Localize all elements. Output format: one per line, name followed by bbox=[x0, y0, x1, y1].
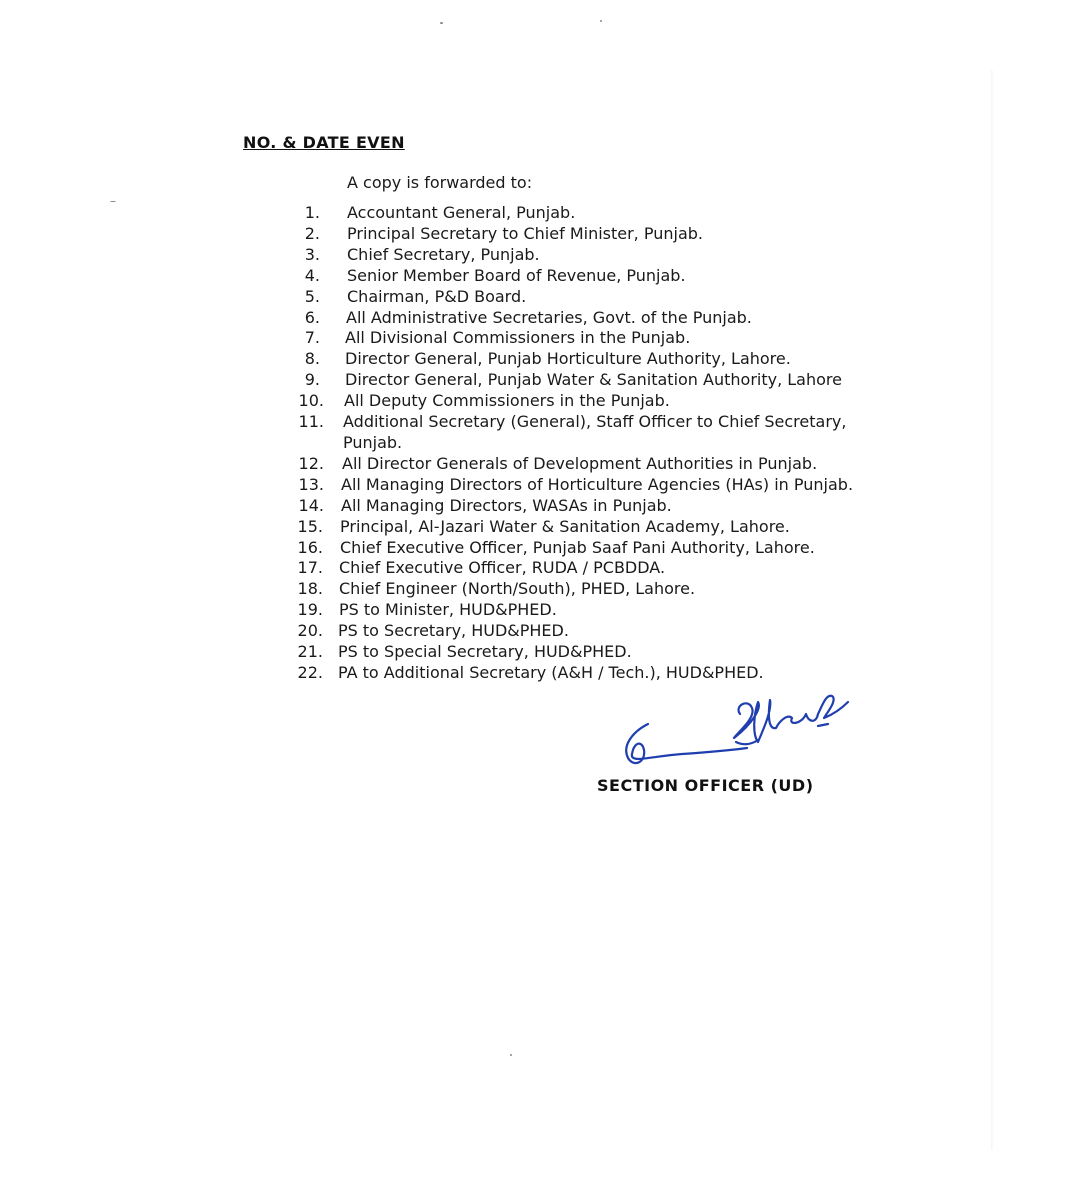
list-item-number: 14. bbox=[298, 495, 324, 515]
list-item-number: 9. bbox=[304, 370, 320, 390]
list-item bbox=[290, 328, 910, 349]
list-item-text: Chairman, P&D Board. bbox=[347, 286, 527, 306]
list-item-text: All Deputy Commissioners in the Punjab. bbox=[344, 391, 670, 411]
list-item-text: Additional Secretary (General), Staff Officer to Chief Secretary, Punjab. bbox=[343, 412, 847, 452]
list-item bbox=[290, 538, 910, 559]
list-item-number: 20. bbox=[297, 621, 323, 641]
signatory-title: SECTION OFFICER (UD) bbox=[597, 776, 814, 795]
list-item-text: PS to Secretary, HUD&PHED. bbox=[338, 621, 569, 641]
list-item-number: 19. bbox=[297, 600, 323, 620]
list-item-text: All Managing Directors, WASAs in Punjab. bbox=[341, 495, 672, 515]
list-item-text: Chief Engineer (North/South), PHED, Lahore. bbox=[339, 579, 696, 599]
list-item bbox=[290, 224, 910, 245]
list-item bbox=[290, 454, 910, 475]
list-item bbox=[290, 600, 910, 621]
forward-intro: A copy is forwarded to: bbox=[347, 173, 533, 192]
scan-speck bbox=[110, 201, 116, 202]
list-item-text: All Divisional Commissioners in the Punjab. bbox=[345, 328, 691, 348]
list-item-text: PS to Minister, HUD&PHED. bbox=[339, 600, 557, 620]
list-item-text: Chief Executive Officer, Punjab Saaf Pani Authority, Lahore. bbox=[340, 537, 815, 557]
list-item bbox=[290, 245, 910, 266]
list-item-number: 18. bbox=[297, 579, 323, 599]
list-item-text: Senior Member Board of Revenue, Punjab. bbox=[347, 265, 686, 285]
list-item bbox=[290, 663, 910, 684]
list-item bbox=[290, 349, 910, 370]
scan-speck bbox=[600, 20, 602, 22]
list-item bbox=[290, 203, 910, 224]
list-item-text: PA to Additional Secretary (A&H / Tech.), HUD&PHED. bbox=[338, 662, 764, 682]
list-item-number: 12. bbox=[298, 453, 324, 473]
list-item-number: 2. bbox=[304, 223, 320, 243]
list-item-number: 11. bbox=[298, 412, 324, 432]
list-item-number: 16. bbox=[297, 537, 323, 557]
list-item-text: All Administrative Secretaries, Govt. of the Punjab. bbox=[346, 307, 752, 327]
list-item bbox=[290, 517, 910, 538]
list-item-number: 8. bbox=[304, 349, 320, 369]
list-item bbox=[290, 579, 910, 600]
list-item-number: 1. bbox=[304, 203, 320, 222]
list-item bbox=[290, 642, 910, 663]
list-item-number: 3. bbox=[304, 244, 320, 264]
document-heading: NO. & DATE EVEN bbox=[243, 133, 405, 152]
list-item-number: 15. bbox=[297, 516, 323, 536]
list-item bbox=[290, 308, 910, 329]
list-item-text: Chief Secretary, Punjab. bbox=[347, 244, 540, 264]
list-item-text: Accountant General, Punjab. bbox=[347, 203, 576, 222]
list-item-number: 10. bbox=[298, 391, 324, 411]
list-item-text: Chief Executive Officer, RUDA / PCBDDA. bbox=[339, 558, 666, 578]
list-item-text: Principal Secretary to Chief Minister, Punjab. bbox=[347, 223, 703, 243]
list-item bbox=[290, 266, 910, 287]
list-item-text: All Director Generals of Development Authorities in Punjab. bbox=[342, 453, 818, 473]
list-item-text: PS to Special Secretary, HUD&PHED. bbox=[338, 642, 632, 662]
list-item-number: 21. bbox=[297, 642, 323, 662]
list-item-text: Director General, Punjab Horticulture Authority, Lahore. bbox=[345, 349, 791, 369]
scan-speck bbox=[440, 22, 443, 24]
scan-speck bbox=[510, 1054, 512, 1056]
list-item-text: Principal, Al-Jazari Water & Sanitation Academy, Lahore. bbox=[340, 516, 790, 536]
list-item-text: Director General, Punjab Water & Sanitation Authority, Lahore bbox=[345, 370, 842, 390]
list-item bbox=[290, 370, 910, 391]
handwritten-signature bbox=[612, 684, 862, 779]
list-item bbox=[290, 558, 910, 579]
list-item-number: 4. bbox=[304, 265, 320, 285]
list-item-number: 17. bbox=[297, 558, 323, 578]
list-item bbox=[290, 391, 910, 412]
list-item-number: 13. bbox=[298, 474, 324, 494]
list-item bbox=[290, 496, 910, 517]
list-item bbox=[290, 621, 910, 642]
list-item-text: All Managing Directors of Horticulture Agencies (HAs) in Punjab. bbox=[341, 474, 854, 494]
list-item bbox=[290, 287, 910, 308]
list-item bbox=[290, 475, 910, 496]
list-item bbox=[290, 412, 883, 454]
list-item-number: 5. bbox=[304, 286, 320, 306]
page-edge-shadow bbox=[991, 70, 994, 1150]
list-item-number: 6. bbox=[304, 307, 320, 327]
list-item-number: 7. bbox=[304, 328, 320, 348]
list-item-number: 22. bbox=[297, 662, 323, 682]
recipient-list bbox=[290, 203, 910, 684]
